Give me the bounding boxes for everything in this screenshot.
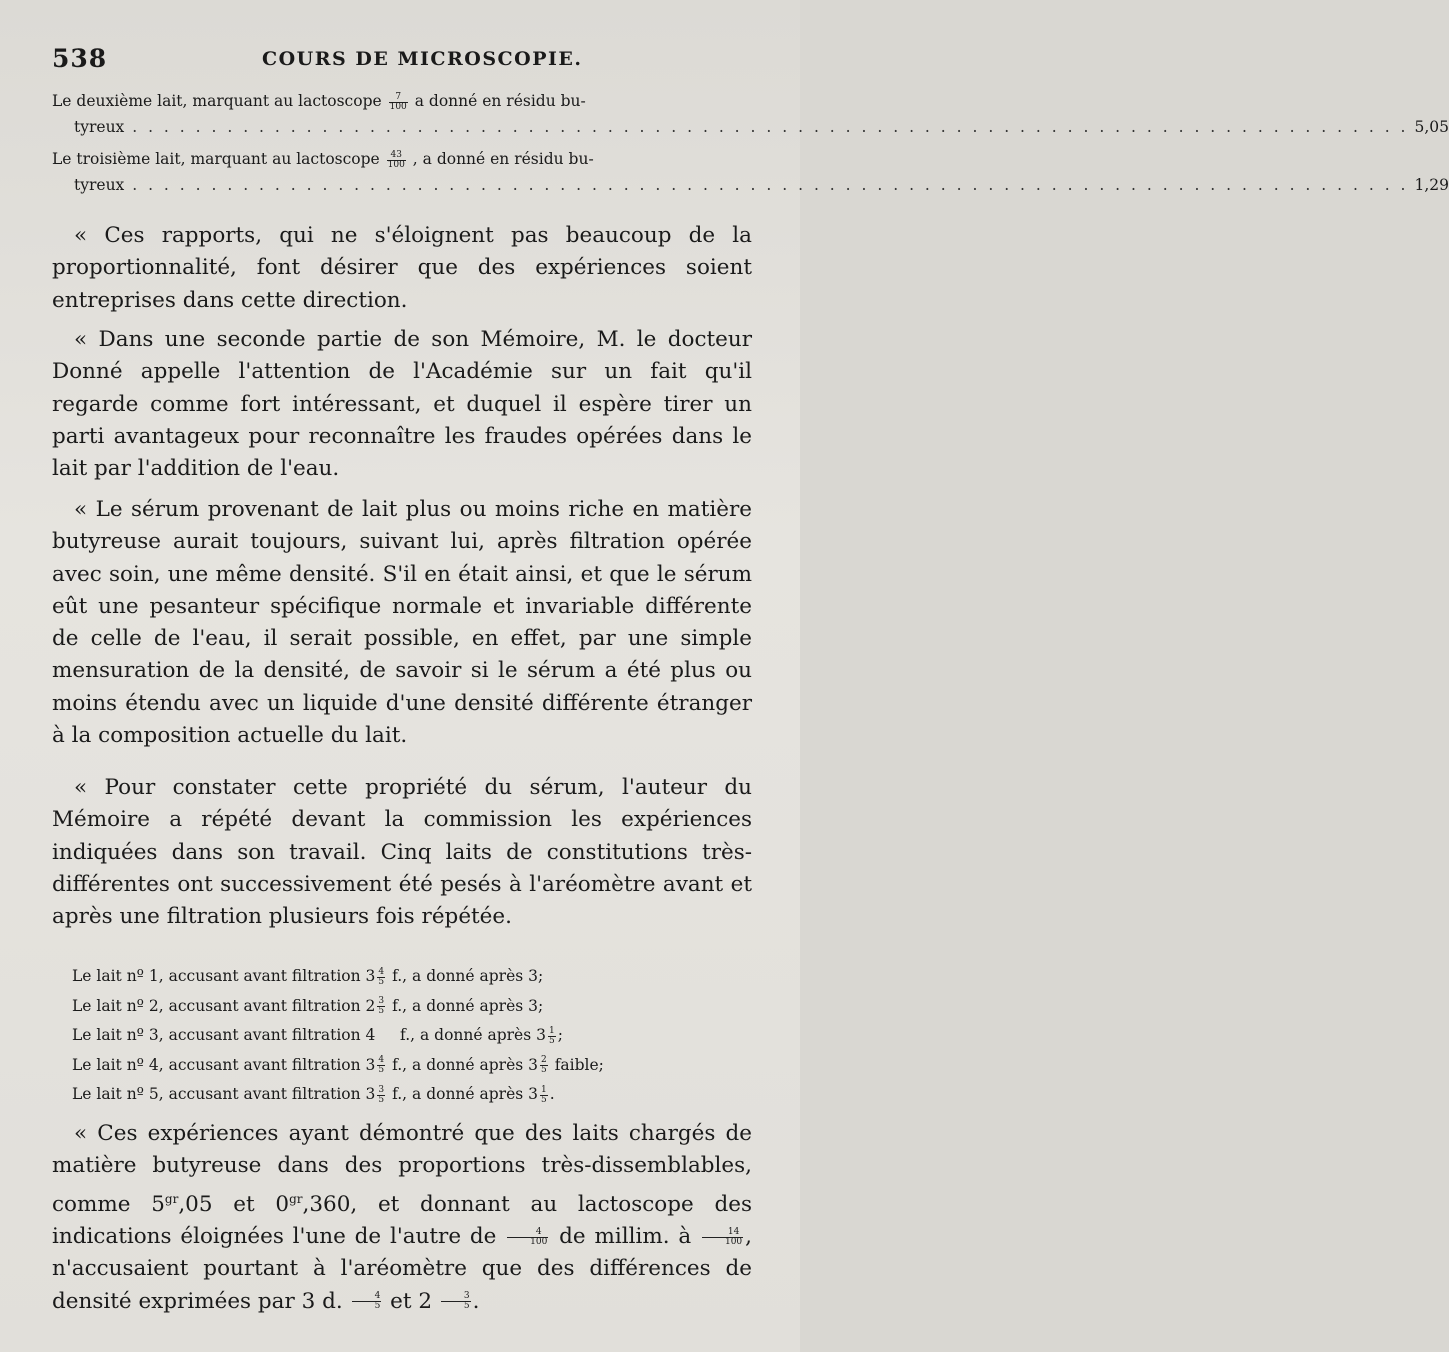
milk-list — [72, 962, 752, 1110]
paragraph-2: « Dans une seconde partie de son Mémoire, M. le docteur Donné appelle l'attention de l'Académie sur un fait qu'il regarde comme fort intéressant, et duquel il espère tirer un parti avantageux pour reconnaître les fraudes opérées dans le lait par l'addition de l'eau. — [52, 327, 752, 482]
fraction: $\frac{7}{100}$ — [389, 91, 407, 112]
dot-leader: . . . . . . . . . . . . . . . . . . . . . . . . . . . . . . . . . . . . . . . . . . . . . . . . . . . . . . . . . . . . . . . . . . . . . . . . . . . . . . . . . — [124, 118, 1409, 136]
list-item: Le lait nº 2, accusant avant filtration 2 $\frac{3}{5}$ f., a donné après 3; — [72, 996, 544, 1016]
running-title: COURS DE MICROSCOPIE. — [262, 48, 583, 70]
paragraph-1: « Ces rapports, qui ne s'éloignent pas beaucoup de la proportionnalité, font désirer que des expériences soient entreprises dans cette direction. — [52, 223, 752, 313]
paragraph-5: « Ces expériences ayant démontré que des laits chargés de matière butyreuse dans des proportions très-dissemblables, comme $5^{gr},05$ et $0^{gr},360$, et donnant au lactoscope des indications éloignées l'une de l'autre de $\frac{4}{100}$ de millim. à $\frac{14}{100}$ , n'accusaient pourtant à l'aréomètre que des différences de densité exprimées par 3 d. $\frac{4}{5}$ et 2 $\frac{3}{5}$ . — [52, 1121, 753, 1314]
list-item: Le lait nº 5, accusant avant filtration 3 $\frac{3}{5}$ f., a donné après 3 $\frac{1}{5}$ . — [72, 1084, 555, 1105]
fraction: $\frac{3}{5}$ — [441, 1292, 471, 1311]
fraction: $\frac{4}{100}$ — [507, 1228, 548, 1247]
page-number: 538 — [52, 44, 108, 73]
result-second-text: Le deuxième lait, marquant au lactoscope $\frac{7}{100}$ a donné en résidu bu- — [52, 91, 586, 112]
result-second-leader: tyreux . . . . . . . . . . . . . . . . . . . . . . . . . . . . . . . . . . . . . . . . . . . . . . . . . . . . . . . . . . . . . . . . . . . . . . . . . . . . . . . . . 5,05 — [52, 114, 752, 140]
list-item: Le lait nº 1, accusant avant filtration 3 $\frac{4}{5}$ f., a donné après 3; — [72, 966, 544, 987]
fraction: $\frac{43}{100}$ — [387, 149, 405, 170]
paragraph-3: « Le sérum provenant de lait plus ou moins riche en matière butyreuse aurait toujours, suivant lui, après filtration opérée avec soin, une même densité. S'il en était ainsi, et que le sérum eût une pesanteur spécifique normale et invariable différente de celle de l'eau, il serait possible, en effet, par une simple mensuration de la densité, de savoir si le sérum a été plus ou moins étendu avec un liquide d'une densité différente étranger à la composition actuelle du lait. — [52, 497, 752, 749]
result-value: 5,05 — [1414, 118, 1449, 136]
list-item: Le lait nº 3, accusant avant filtration 4 f., a donné après 3 $\frac{1}{5}$ ; — [72, 1025, 563, 1046]
result-third-leader: tyreux . . . . . . . . . . . . . . . . . . . . . . . . . . . . . . . . . . . . . . . . . . . . . . . . . . . . . . . . . . . . . . . . . . . . . . . . . . . . . . . . . 1,29 — [52, 172, 752, 198]
fraction: $\frac{4}{5}$ — [352, 1292, 382, 1311]
result-value: 1,29 — [1414, 176, 1449, 194]
paragraph-4: « Pour constater cette propriété du sérum, l'auteur du Mémoire a répété devant la commission les expériences indiquées dans son travail. Cinq laits de constitutions très-différentes ont successivement été pesés à l'aréomètre avant et après une filtration plusieurs fois répétée. — [52, 775, 752, 930]
result-line-second — [52, 88, 1449, 140]
result-line-third — [52, 146, 1449, 198]
dot-leader: . . . . . . . . . . . . . . . . . . . . . . . . . . . . . . . . . . . . . . . . . . . . . . . . . . . . . . . . . . . . . . . . . . . . . . . . . . . . . . . . . — [124, 176, 1409, 194]
list-item: Le lait nº 4, accusant avant filtration 3 $\frac{4}{5}$ f., a donné après 3 $\frac{2}{5}$ faible; — [72, 1055, 604, 1075]
result-third-text: Le troisième lait, marquant au lactoscope $\frac{43}{100}$ , a donné en résidu bu- — [52, 149, 594, 170]
page-header — [52, 44, 752, 84]
fraction: $\frac{14}{100}$ — [702, 1228, 743, 1247]
